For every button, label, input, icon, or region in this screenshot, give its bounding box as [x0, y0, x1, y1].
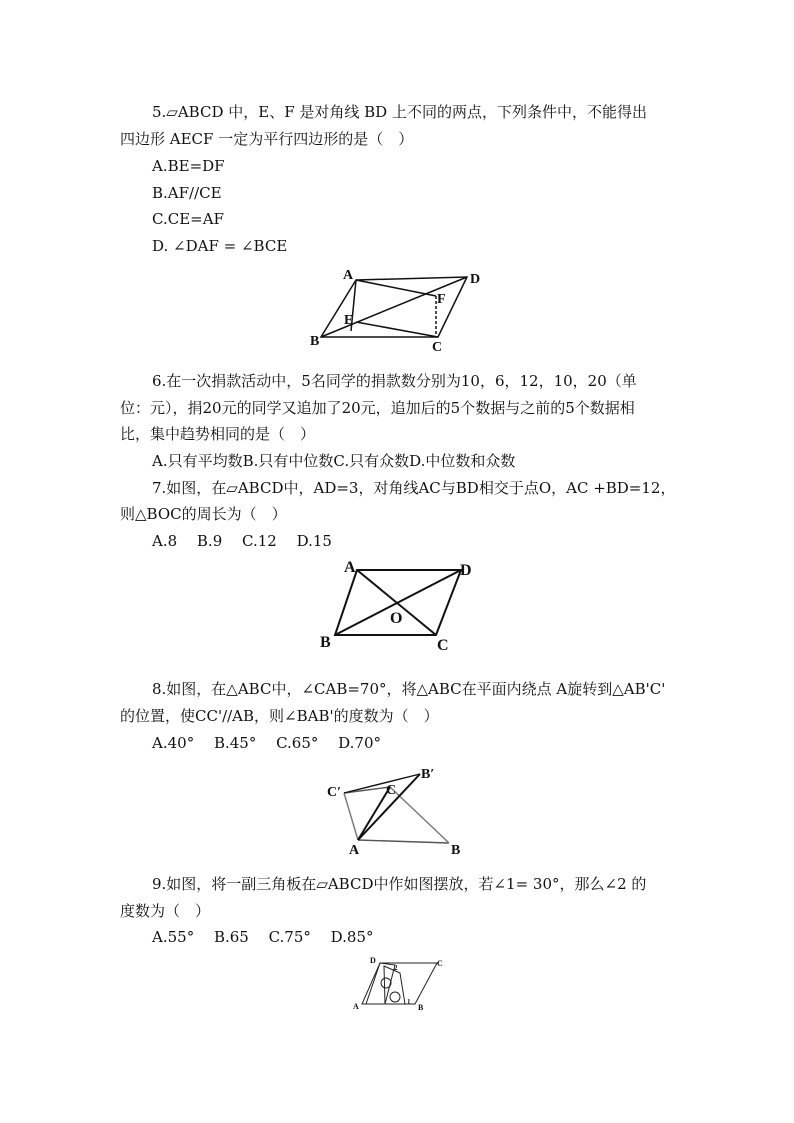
q9-parallelogram	[362, 963, 437, 1004]
q7-label-c: C	[437, 637, 449, 654]
q9-set-square-1	[366, 963, 395, 1004]
q7-label-o: O	[390, 610, 403, 627]
q7-stem-line2: 则△BOC的周长为（ ）	[120, 505, 287, 523]
q9-label-c: C	[437, 959, 443, 968]
q5-option-a: A.BE=DF	[152, 157, 225, 175]
q8-segment-cprime-c	[344, 787, 390, 793]
q8-segment-acprime	[344, 793, 358, 840]
q7-label-b: B	[320, 634, 331, 651]
q9-hole-2	[390, 992, 400, 1002]
q8-options: A.40° B.45° C.65° D.70°	[152, 734, 382, 752]
q7-options: A.8 B.9 C.12 D.15	[152, 532, 332, 550]
q9-options: A.55° B.65 C.75° D.85°	[152, 928, 374, 946]
q7-diagonal-bd	[335, 570, 461, 635]
q8-label-b: B	[451, 843, 461, 858]
q8-label-bprime: B′	[421, 767, 435, 782]
q9-label-b: B	[418, 1003, 424, 1012]
q5-stem-line2: 四边形 AECF 一定为平行四边形的是（ ）	[120, 130, 414, 148]
q8-stem-line1: 8.如图，在△ABC中，∠CAB=70°，将△ABC在平面内绕点 A旋转到△AB'C'	[152, 680, 666, 698]
q6-options: A.只有平均数B.只有中位数C.只有众数D.中位数和众数	[152, 452, 516, 470]
q8-label-a: A	[349, 843, 360, 858]
q9-label-angle-2: 2	[394, 964, 398, 972]
q7-label-a: A	[344, 559, 356, 576]
q8-segment-cprime-bprime	[344, 774, 420, 793]
q8-segment-cb	[390, 787, 449, 843]
q7-stem-line1: 7.如图，在▱ABCD中，AD=3，对角线AC与BD相交于点O，AC +BD=12，	[152, 479, 676, 497]
q5-segment-ae-ext	[351, 280, 356, 331]
q9-hole-1	[381, 978, 391, 988]
q7-diagonal-ac	[357, 570, 436, 635]
q5-option-d: D. ∠DAF = ∠BCE	[152, 237, 288, 255]
q9-stem-line1: 9.如图，将一副三角板在▱ABCD中作如图摆放，若∠1= 30°，那么∠2 的	[152, 875, 647, 893]
q6-stem-line1: 6.在一次捐款活动中，5名同学的捐款数分别为10，6，12，10，20（单	[152, 372, 637, 390]
q5-diagonal-bd	[321, 277, 467, 337]
q9-label-d: D	[370, 956, 376, 965]
q5-label-d: D	[470, 272, 481, 287]
q5-parallelogram	[321, 277, 467, 337]
q6-stem-line3: 比，集中趋势相同的是（ ）	[120, 425, 316, 443]
q7-label-d: D	[460, 562, 472, 579]
q5-segment-ec	[356, 322, 438, 337]
q5-option-c: C.CE=AF	[152, 210, 224, 228]
q8-stem-line2: 的位置，使CC'//AB，则∠BAB'的度数为（ ）	[120, 707, 439, 725]
q9-set-square-2	[384, 966, 405, 1004]
q5-segment-af	[356, 280, 436, 296]
q8-segment-ac	[358, 787, 390, 840]
q5-label-a: A	[343, 268, 354, 283]
q5-option-b: B.AF//CE	[152, 184, 222, 202]
q5-label-c: C	[432, 340, 443, 355]
q9-label-a: A	[353, 1002, 359, 1011]
q9-label-angle-1: 1	[407, 998, 411, 1006]
q8-label-c: C	[386, 783, 397, 798]
q8-label-cprime: C′	[327, 785, 342, 800]
q5-stem-line1: 5.▱ABCD 中，E、F 是对角线 BD 上不同的两点，下列条件中，不能得出	[152, 103, 647, 121]
q7-parallelogram	[335, 570, 461, 635]
q5-label-e: E	[344, 313, 354, 328]
q6-stem-line2: 位：元），捐20元的同学又追加了20元，追加后的5个数据与之前的5个数据相	[120, 399, 635, 417]
q9-stem-line2: 度数为（ ）	[120, 902, 211, 920]
q5-label-b: B	[310, 334, 320, 349]
q5-label-f: F	[437, 292, 446, 307]
q8-segment-abprime	[358, 774, 420, 840]
q8-segment-ab	[358, 840, 449, 843]
